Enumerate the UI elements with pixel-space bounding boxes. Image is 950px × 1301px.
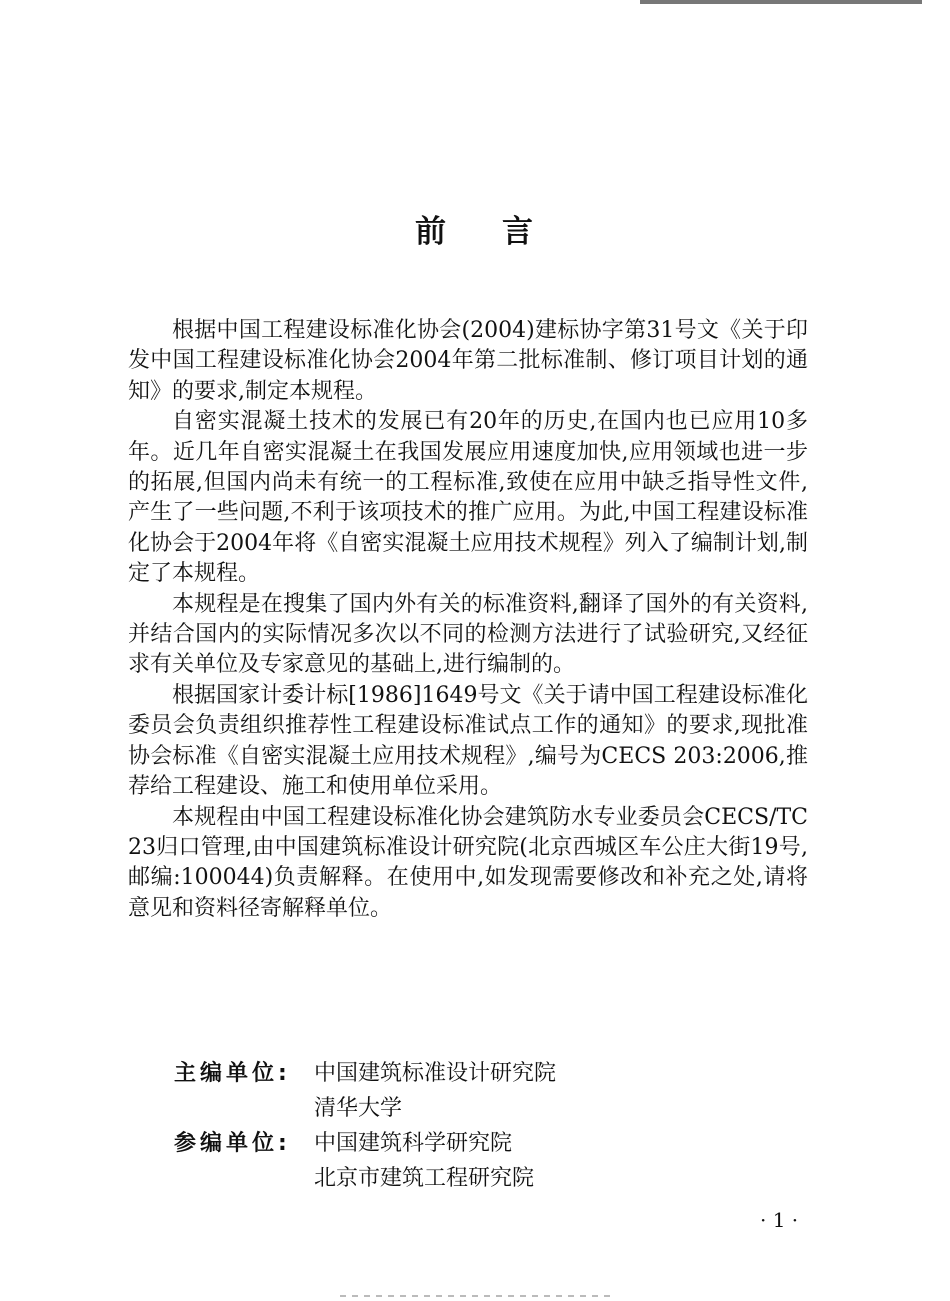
participating-unit: 北京市建筑工程研究院 (314, 1166, 535, 1191)
scan-bottom-smudge (340, 1295, 610, 1297)
paragraph-1: 根据中国工程建设标准化协会(2004)建标协字第31号文《关于印发中国工程建设标准化协会2004年第二批标准制、修订项目计划的通知》的要求,制定本规程。 (128, 318, 808, 404)
chief-editor-units (314, 1056, 556, 1126)
participating-unit: 中国建筑科学研究院 (314, 1131, 513, 1156)
paragraph-2: 自密实混凝土技术的发展已有20年的历史,在国内也已应用10多年。近几年自密实混凝土在我国发展应用速度加快,应用领域也进一步的拓展,但国内尚未有统一的工程标准,致使在应用中缺乏指导性文件,产生了一些问题,不利于该项技术的推广应用。为此,中国工程建设标准化协会于2004年将《自密实混凝土应用技术规程》列入了编制计划,制定了本规程。 (128, 409, 808, 587)
page-number: · 1 · (760, 1208, 799, 1232)
paragraph-3: 本规程是在搜集了国内外有关的标准资料,翻译了国外的有关资料,并结合国内的实际情况多次以不同的检测方法进行了试验研究,又经征求有关单位及专家意见的基础上,进行编制的。 (128, 591, 808, 678)
participating-editor-units (314, 1126, 534, 1196)
participating-editor-row (174, 1126, 556, 1196)
chief-editor-label: 主编单位: (174, 1061, 291, 1086)
paragraph-5: 本规程由中国工程建设标准化协会建筑防水专业委员会CECS/TC 23归口管理,由中国建筑标准设计研究院(北京西城区车公庄大街19号,邮编:100044)负责解释。在使用中,如发现需要修改和补充之处,请将意见和资料径寄解释单位。 (128, 804, 808, 921)
title-char-1: 前 (415, 214, 448, 250)
editor-units (174, 1056, 556, 1196)
chief-editor-row (174, 1056, 556, 1126)
title-char-2: 言 (502, 214, 535, 250)
scan-top-rule (640, 0, 922, 4)
page-title (0, 206, 950, 251)
paragraph-4: 根据国家计委计标[1986]1649号文《关于请中国工程建设标准化委员会负责组织推荐性工程建设标准试点工作的通知》的要求,现批准协会标准《自密实混凝土应用技术规程》,编号为CECS 203:2006,推荐给工程建设、施工和使用单位采用。 (128, 682, 808, 800)
participating-editor-label: 参编单位: (174, 1131, 291, 1156)
chief-unit: 中国建筑标准设计研究院 (314, 1061, 557, 1086)
preface-body (128, 316, 808, 924)
chief-unit: 清华大学 (314, 1096, 403, 1121)
